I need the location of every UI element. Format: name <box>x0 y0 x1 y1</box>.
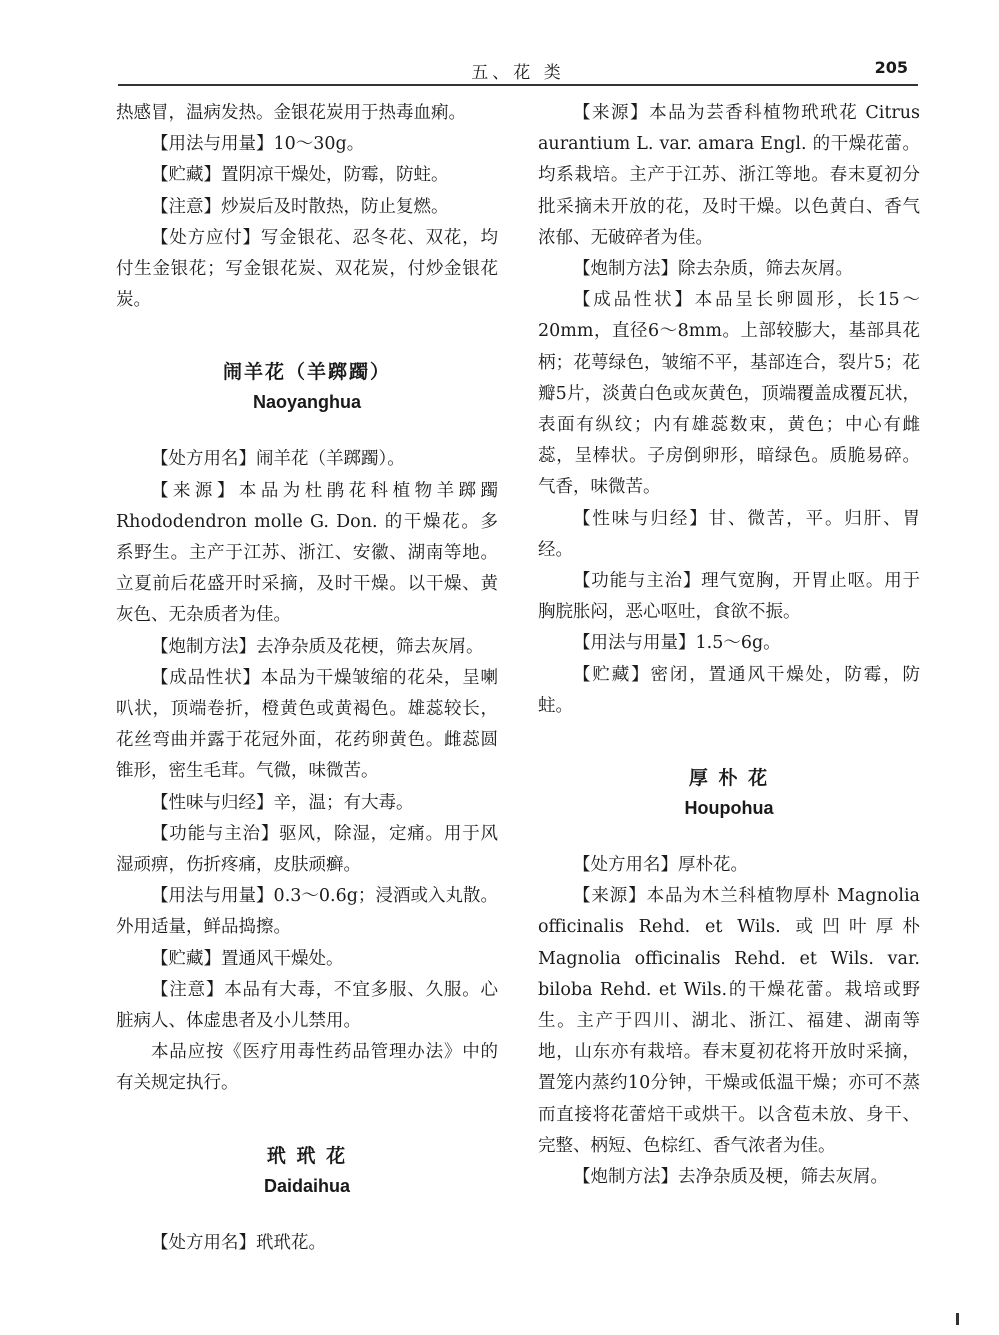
left-column <box>116 98 498 1259</box>
paragraph: 【功能与主治】理气宽胸，开胃止呕。用于胸脘胀闷，恶心呕吐，食欲不振。 <box>538 571 920 623</box>
paragraph: 【注意】本品有大毒，不宜多服、久服。心脏病人、体虚患者及小儿禁用。 <box>116 979 498 1032</box>
section-heading-houpohua <box>538 762 920 822</box>
paragraph: 【炮制方法】去净杂质及梗，筛去灰屑。 <box>573 1167 888 1188</box>
paragraph-continuation: 热感冒，温病发热。金银花炭用于热毒血痢。 <box>116 103 466 123</box>
paragraph: 【贮藏】密闭，置通风干燥处，防霉，防蛀。 <box>538 664 920 716</box>
paragraph: 【功能与主治】驱风，除湿，定痛。用于风湿顽痹，伤折疼痛，皮肤顽癣。 <box>116 823 498 876</box>
page-header <box>118 58 918 86</box>
paragraph: 【处方用名】玳玳花。 <box>151 1232 326 1253</box>
section-heading-daidaihua <box>116 1140 498 1200</box>
paragraph: 【成品性状】本品呈长卵圆形，长15～20mm，直径6～8mm。上部较膨大，基部具花柄；花萼绿色，皱缩不平，基部连合，裂片5；花瓣5片，淡黄白色或灰黄色，顶端覆盖成覆瓦状，表面有纵纹；内有雄蕊数束，黄色；中心有雌蕊，呈棒状。子房倒卵形，暗绿色。质脆易碎。气香，味微苦。 <box>538 290 920 498</box>
page-number: 205 <box>874 58 908 77</box>
paragraph: 【用法与用量】1.5～6g。 <box>573 633 781 654</box>
paragraph: 【成品性状】本品为干燥皱缩的花朵，呈喇叭状，顶端卷折，橙黄色或黄褐色。雄蕊较长，花丝弯曲并露于花冠外面，花药卵黄色。雌蕊圆锥形，密生毛茸。气微，味微苦。 <box>116 667 498 782</box>
spacer <box>116 316 498 356</box>
paragraph: 【注意】炒炭后及时散热，防止复燃。 <box>151 196 449 217</box>
paragraph: 【性味与归经】甘、微苦，平。归肝、胃经。 <box>538 508 920 560</box>
section-title-cn: 玳 玳 花 <box>266 1144 348 1167</box>
paragraph: 【用法与用量】10～30g。 <box>151 134 365 155</box>
paragraph: 【贮藏】置阴凉干燥处，防霉，防蛀。 <box>151 165 449 186</box>
paragraph: 【炮制方法】去净杂质及花梗，筛去灰屑。 <box>151 636 484 657</box>
chapter-title: 五、花 类 <box>471 63 565 83</box>
paragraph: 【用法与用量】0.3～0.6g；浸酒或入丸散。外用适量，鲜品捣擦。 <box>116 886 498 938</box>
spacer <box>116 416 498 444</box>
spacer <box>116 1200 498 1228</box>
spacer <box>538 722 920 762</box>
section-title-cn: 闹羊花（羊踯躅） <box>222 361 391 384</box>
paragraph: 【炮制方法】除去杂质，筛去灰屑。 <box>573 259 853 280</box>
section-title-pinyin: Naoyanghua <box>252 392 362 413</box>
header-rule <box>118 84 918 86</box>
spacer <box>538 822 920 850</box>
right-column <box>538 98 920 1193</box>
section-title-pinyin: Houpohua <box>684 798 774 819</box>
paragraph: 本品应按《医疗用毒性药品管理办法》中的有关规定执行。 <box>116 1042 498 1094</box>
spacer <box>116 1100 498 1140</box>
paragraph: 【处方用名】闹羊花（羊踯躅）。 <box>151 449 405 470</box>
paragraph: 【贮藏】置通风干燥处。 <box>151 948 344 969</box>
paragraph: 【处方应付】写金银花、忍冬花、双花，均付生金银花；写金银花炭、双花炭，付炒金银花炭。 <box>116 227 498 311</box>
section-heading-naoyanghua <box>116 356 498 416</box>
paragraph: 【来源】本品为芸香科植物玳玳花 Citrus aurantium L. var. amara Engl. 的干燥花蕾。均系栽培。主产于江苏、浙江等地。春末夏初分批采摘未开放的花，及时干燥。以色黄白、香气浓郁、无破碎者为佳。 <box>538 103 920 248</box>
section-title-cn: 厚 朴 花 <box>688 767 770 790</box>
section-title-pinyin: Daidaihua <box>263 1175 351 1196</box>
paragraph: 【处方用名】厚朴花。 <box>573 855 748 876</box>
paragraph: 【性味与归经】辛，温；有大毒。 <box>151 792 414 813</box>
paragraph: 【来源】本品为木兰科植物厚朴 Magnolia officinalis Rehd. et Wils. 或凹叶厚朴 Magnolia officinalis Rehd. et Wils. var. biloba Rehd. et Wils.的干燥花蕾。栽培或野生。主产于四川、湖北、浙江、福建、湖南等地，山东亦有栽培。春末夏初花将开放时采摘，置笼内蒸约10分钟，干燥或低温干燥；亦可不蒸而直接将花蕾焙干或烘干。以含苞未放、身干、完整、柄短、色棕红、香气浓者为佳。 <box>538 886 920 1156</box>
scan-mark <box>956 1313 959 1325</box>
paragraph: 【来源】本品为杜鹃花科植物羊踯躅 Rhododendron molle G. Don. 的干燥花。多系野生。主产于江苏、浙江、安徽、湖南等地。立夏前后花盛开时采摘，及时干燥。以干燥、黄灰色、无杂质者为佳。 <box>116 480 498 626</box>
